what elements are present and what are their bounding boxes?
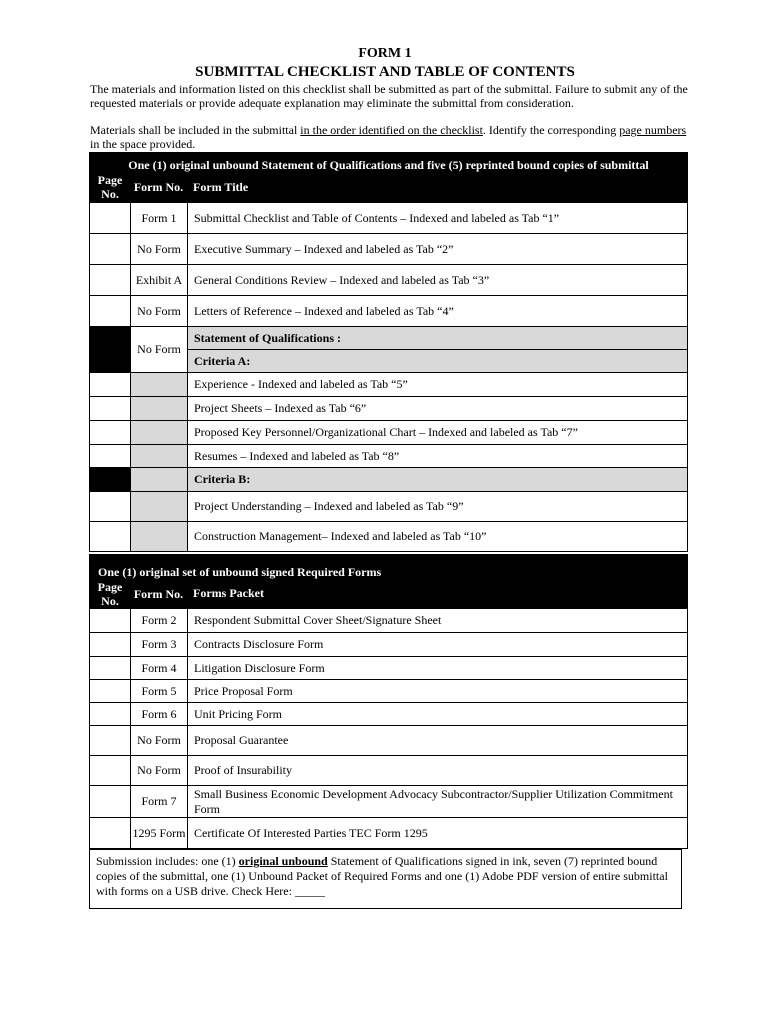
form-title-cell: Proposal Guarantee	[188, 726, 688, 756]
blocked-page-cell	[90, 327, 131, 373]
section2-heading: One (1) original set of unbound signed Required Forms	[98, 564, 382, 579]
form-number-cell: No Form	[131, 327, 188, 373]
page-number-cell[interactable]	[90, 609, 131, 633]
table-row	[90, 445, 688, 468]
form-title-cell: Letters of Reference – Indexed and labeled as Tab “4”	[188, 296, 688, 327]
form-number-cell: Form 4	[131, 657, 188, 680]
instr-underlined-1: in the order identified on the checklist	[300, 123, 483, 137]
form-number-cell	[131, 492, 188, 522]
checklist-table-1	[89, 152, 688, 552]
form-title-cell: Submittal Checklist and Table of Contents – Indexed and labeled as Tab “1”	[188, 203, 688, 234]
form-number-cell	[131, 397, 188, 421]
page-number-cell[interactable]	[90, 373, 131, 397]
form-title-cell: Respondent Submittal Cover Sheet/Signature Sheet	[188, 609, 688, 633]
col-form-no: Form No.	[133, 586, 184, 601]
criteria-b-heading: Criteria B:	[188, 468, 688, 492]
form-number-cell	[131, 421, 188, 445]
form-number-cell: No Form	[131, 296, 188, 327]
form-title-cell: Proof of Insurability	[188, 756, 688, 786]
page-number-cell[interactable]	[90, 492, 131, 522]
form-number-cell: Form 3	[131, 633, 188, 657]
form-number-cell: Exhibit A	[131, 265, 188, 296]
soq-heading: Statement of Qualifications :	[188, 327, 688, 350]
instr-text-1: Materials shall be included in the submittal	[90, 123, 301, 137]
instr-underlined-2: page numbers	[619, 123, 687, 137]
page-number-cell[interactable]	[90, 265, 131, 296]
table-row	[90, 522, 688, 552]
form-title-cell: Small Business Economic Development Advocacy Subcontractor/Supplier Utilization Commitment Form	[188, 786, 688, 818]
form-title-cell: Project Sheets – Indexed as Tab “6”	[188, 397, 688, 421]
form-number-cell: 1295 Form	[131, 818, 188, 849]
criteria-b-row	[90, 468, 688, 492]
table-row	[90, 703, 688, 726]
page-number-cell[interactable]	[90, 726, 131, 756]
instr-text-3: in the space provided.	[90, 137, 196, 151]
form-number-cell: Form 1	[131, 203, 188, 234]
col-page-no: Page No.	[97, 173, 123, 201]
section1-header-row	[90, 153, 688, 203]
table-row	[90, 397, 688, 421]
col-form-title: Form Title	[193, 179, 249, 194]
table-row	[90, 609, 688, 633]
form-title-cell: Construction Management– Indexed and labeled as Tab “10”	[188, 522, 688, 552]
page-number-cell[interactable]	[90, 703, 131, 726]
form-title-cell: Resumes – Indexed and labeled as Tab “8”	[188, 445, 688, 468]
page-number-cell[interactable]	[90, 786, 131, 818]
table-row	[90, 633, 688, 657]
page-number-cell[interactable]	[90, 421, 131, 445]
form-title-cell: Project Understanding – Indexed and labeled as Tab “9”	[188, 492, 688, 522]
page-number-cell[interactable]	[90, 818, 131, 849]
page-number-cell[interactable]	[90, 397, 131, 421]
footer-text-2: Statement of Qualifications signed in ink, seven (7) reprinted bound copies of the submittal, one (1) Unbound Packet of Required Forms and one (1) Adobe PDF version of entire submittal with forms on a USB drive. Check Here: _____	[96, 854, 668, 898]
form-number-cell: Form 7	[131, 786, 188, 818]
page-number-cell[interactable]	[90, 234, 131, 265]
table-row	[90, 680, 688, 703]
form-title-cell: Proposed Key Personnel/Organizational Chart – Indexed and labeled as Tab “7”	[188, 421, 688, 445]
form-number-cell: No Form	[131, 756, 188, 786]
form-title-cell: General Conditions Review – Indexed and labeled as Tab “3”	[188, 265, 688, 296]
form-title-cell: Price Proposal Form	[188, 680, 688, 703]
instructions-paragraph	[90, 123, 690, 151]
form-title-cell: Executive Summary – Indexed and labeled as Tab “2”	[188, 234, 688, 265]
page-number-cell[interactable]	[90, 657, 131, 680]
table-row	[90, 726, 688, 756]
table-row	[90, 657, 688, 680]
section2-header-row	[90, 555, 688, 609]
form-number-cell	[131, 445, 188, 468]
page-title: SUBMITTAL CHECKLIST AND TABLE OF CONTENTS	[195, 64, 575, 80]
form-number-cell: No Form	[131, 726, 188, 756]
instr-text-2: . Identify the corresponding	[482, 123, 620, 137]
soq-row	[90, 327, 688, 350]
form-title-cell: Experience - Indexed and labeled as Tab “5”	[188, 373, 688, 397]
footer-text-1: Submission includes: one (1)	[96, 854, 239, 868]
col-page-no: Page No.	[97, 579, 123, 608]
table-row	[90, 492, 688, 522]
form-number-cell: Form 2	[131, 609, 188, 633]
table-row	[90, 373, 688, 397]
table-row	[90, 234, 688, 265]
form-title-cell: Contracts Disclosure Form	[188, 633, 688, 657]
criteria-a-heading: Criteria A:	[188, 350, 688, 373]
checklist-table-2	[89, 554, 688, 849]
table-row	[90, 296, 688, 327]
table-row	[90, 786, 688, 818]
page-number-cell[interactable]	[90, 203, 131, 234]
form-number-cell: Form 6	[131, 703, 188, 726]
section1-heading: One (1) original unbound Statement of Qualifications and five (5) reprinted bound copies of submittal	[128, 158, 649, 172]
page-number-cell[interactable]	[90, 296, 131, 327]
form-number-cell	[131, 468, 188, 492]
form-number-cell: No Form	[131, 234, 188, 265]
table-row	[90, 818, 688, 849]
form-number-cell	[131, 522, 188, 552]
page-number-cell[interactable]	[90, 756, 131, 786]
form-title-cell: Unit Pricing Form	[188, 703, 688, 726]
blocked-page-cell	[90, 468, 131, 492]
col-form-no: Form No.	[133, 180, 184, 194]
intro-paragraph: The materials and information listed on this checklist shall be submitted as part of the submittal. Failure to submit any of the requested materials or provide adequate explanation may eliminate the submittal from consideration.	[90, 82, 688, 110]
col-forms-packet: Forms Packet	[193, 586, 264, 600]
page-number-cell[interactable]	[90, 522, 131, 552]
table-row	[90, 756, 688, 786]
page-number-cell[interactable]	[90, 445, 131, 468]
table-row	[90, 203, 688, 234]
form-number-cell: Form 5	[131, 680, 188, 703]
table-row	[90, 265, 688, 296]
submission-note	[89, 849, 682, 909]
table-row	[90, 421, 688, 445]
footer-bold-text: original unbound	[238, 854, 328, 868]
form-title-cell: Certificate Of Interested Parties TEC Form 1295	[188, 818, 688, 849]
form-title-cell: Litigation Disclosure Form	[188, 657, 688, 680]
form-number-cell	[131, 373, 188, 397]
page-number-cell[interactable]	[90, 633, 131, 657]
page-number-cell[interactable]	[90, 680, 131, 703]
form-number: FORM 1	[358, 46, 412, 61]
